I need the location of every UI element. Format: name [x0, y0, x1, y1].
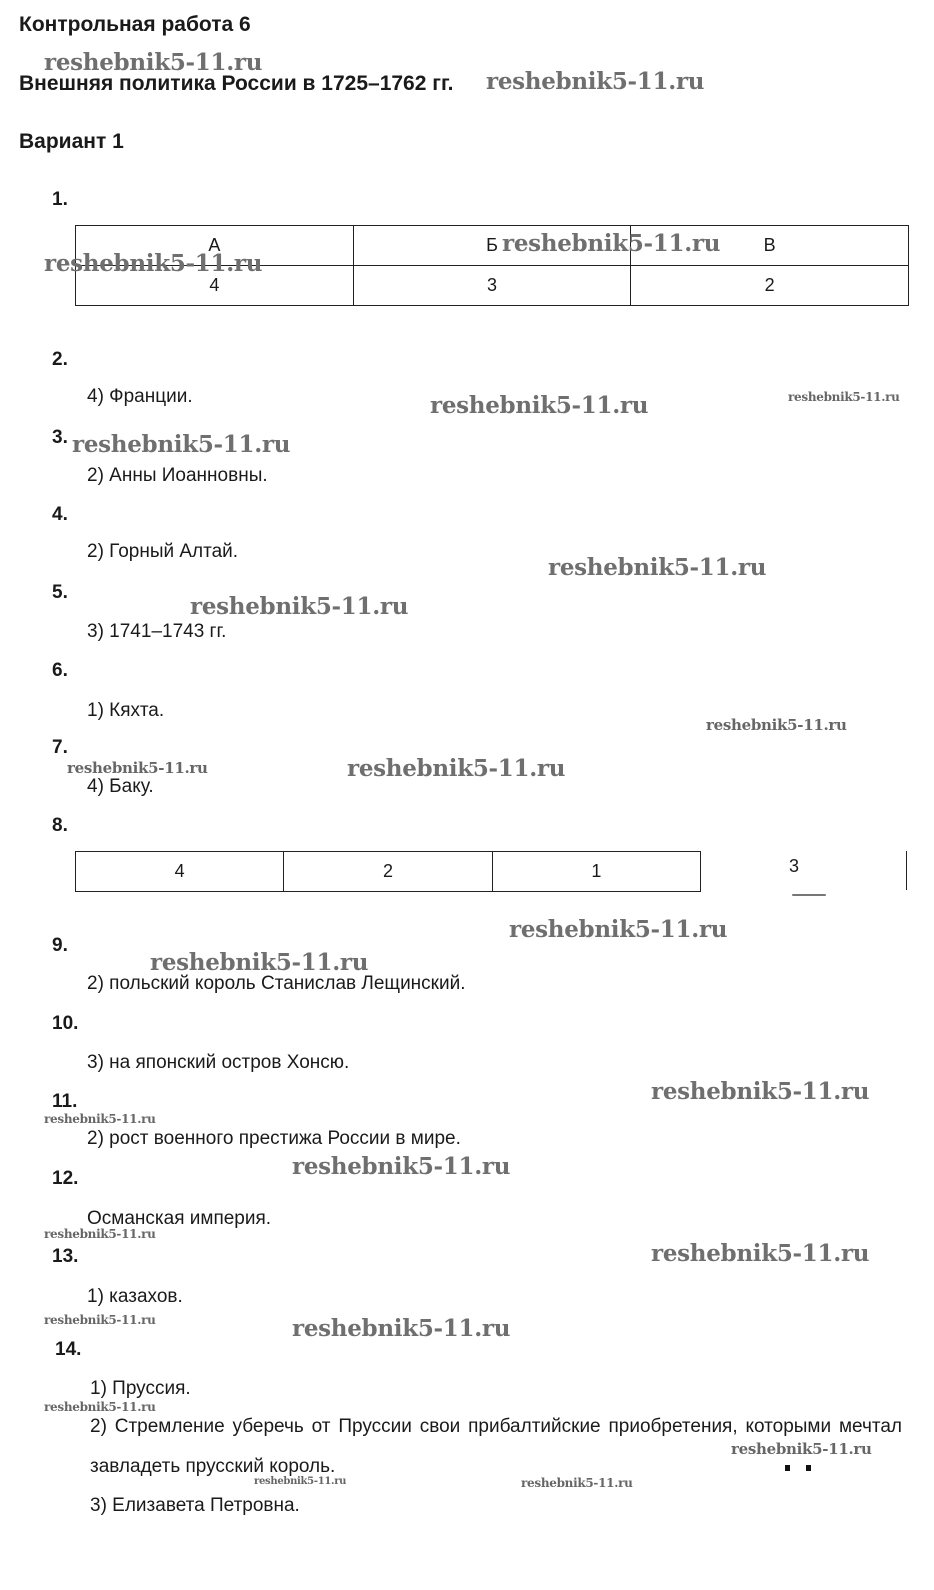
- question-number: 14.: [55, 1339, 82, 1360]
- watermark: reshebnik5-11.ru: [150, 949, 369, 976]
- question-number: 3.: [52, 427, 68, 448]
- watermark: reshebnik5-11.ru: [651, 1078, 870, 1105]
- answer-text: 3) на японский остров Хонсю.: [87, 1052, 350, 1073]
- watermark: reshebnik5-11.ru: [486, 68, 705, 95]
- table-header-cell: В: [631, 226, 909, 266]
- watermark: reshebnik5-11.ru: [502, 230, 721, 257]
- question-number: 12.: [52, 1168, 79, 1189]
- variant-label: Вариант 1: [19, 130, 124, 153]
- watermark: reshebnik5-11.ru: [509, 916, 728, 943]
- question-number: 13.: [52, 1246, 79, 1267]
- question-number: 9.: [52, 935, 68, 956]
- stray-mark: [785, 1465, 790, 1471]
- answer-text: 3) Елизавета Петровна.: [90, 1495, 300, 1516]
- table-cell: 4: [76, 266, 354, 306]
- watermark: reshebnik5-11.ru: [44, 250, 263, 277]
- answer-text: 1) Кяхта.: [87, 700, 165, 721]
- underline-mark: [792, 894, 826, 896]
- answer-text: 2) Анны Иоанновны.: [87, 465, 268, 486]
- question-number: 4.: [52, 504, 68, 525]
- watermark: reshebnik5-11.ru: [292, 1153, 511, 1180]
- table-cell: 3: [353, 266, 631, 306]
- answer-text: 4) Баку.: [87, 776, 154, 797]
- question-number: 2.: [52, 349, 68, 370]
- page-subtitle: Внешняя политика России в 1725–1762 гг.: [19, 72, 454, 95]
- watermark: reshebnik5-11.ru: [190, 593, 409, 620]
- watermark: reshebnik5-11.ru: [651, 1240, 870, 1267]
- answer-table-q8: [75, 851, 701, 892]
- watermark: reshebnik5-11.ru: [72, 431, 291, 458]
- table-row: [76, 852, 701, 892]
- watermark: reshebnik5-11.ru: [788, 390, 900, 404]
- answer-paragraph: 2) Стремление уберечь от Пруссии свои прибалтийские приобретения, которыми мечтал завладеть прусский король.: [90, 1416, 902, 1477]
- watermark: reshebnik5-11.ru: [44, 1227, 156, 1241]
- answer-text: Османская империя.: [87, 1208, 272, 1229]
- watermark: reshebnik5-11.ru: [67, 759, 208, 777]
- watermark: reshebnik5-11.ru: [521, 1476, 633, 1490]
- question-number: 7.: [52, 737, 68, 758]
- watermark: reshebnik5-11.ru: [44, 1400, 156, 1414]
- table-border: [906, 851, 907, 890]
- watermark: reshebnik5-11.ru: [44, 1313, 156, 1327]
- answer-text: 1) Пруссия.: [90, 1378, 191, 1399]
- question-number: 6.: [52, 660, 68, 681]
- table-cell: 2: [631, 266, 909, 306]
- answer-text: 2) рост военного престижа России в мире.: [87, 1128, 461, 1149]
- answer-text: 4) Франции.: [87, 386, 193, 407]
- question-number: 10.: [52, 1013, 79, 1034]
- answer-text: 2) польский король Станислав Лещинский.: [87, 973, 466, 994]
- table-cell: 1: [492, 852, 700, 892]
- watermark: reshebnik5-11.ru: [706, 716, 847, 734]
- question-number: 1.: [52, 189, 68, 210]
- question-number: 11.: [52, 1091, 78, 1112]
- table-cell: 4: [76, 852, 284, 892]
- answer-text: 2) Горный Алтай.: [87, 541, 239, 562]
- question-number: 5.: [52, 582, 68, 603]
- answer-text: 1) казахов.: [87, 1286, 183, 1307]
- watermark: reshebnik5-11.ru: [430, 392, 649, 419]
- table-header-cell: А: [76, 226, 354, 266]
- question-number: 8.: [52, 815, 68, 836]
- stray-mark: [806, 1465, 811, 1471]
- answer-text: 3) 1741–1743 гг.: [87, 621, 227, 642]
- watermark: reshebnik5-11.ru: [731, 1440, 872, 1458]
- table-cell: 3: [789, 856, 800, 876]
- table-cell: 2: [284, 852, 492, 892]
- watermark: reshebnik5-11.ru: [292, 1315, 511, 1342]
- watermark: reshebnik5-11.ru: [548, 554, 767, 581]
- watermark: reshebnik5-11.ru: [347, 755, 566, 782]
- watermark: reshebnik5-11.ru: [254, 1476, 347, 1487]
- page-title: Контрольная работа 6: [19, 13, 251, 36]
- watermark: reshebnik5-11.ru: [44, 49, 263, 76]
- watermark: reshebnik5-11.ru: [44, 1112, 156, 1126]
- table-header-cell: Б: [353, 226, 631, 266]
